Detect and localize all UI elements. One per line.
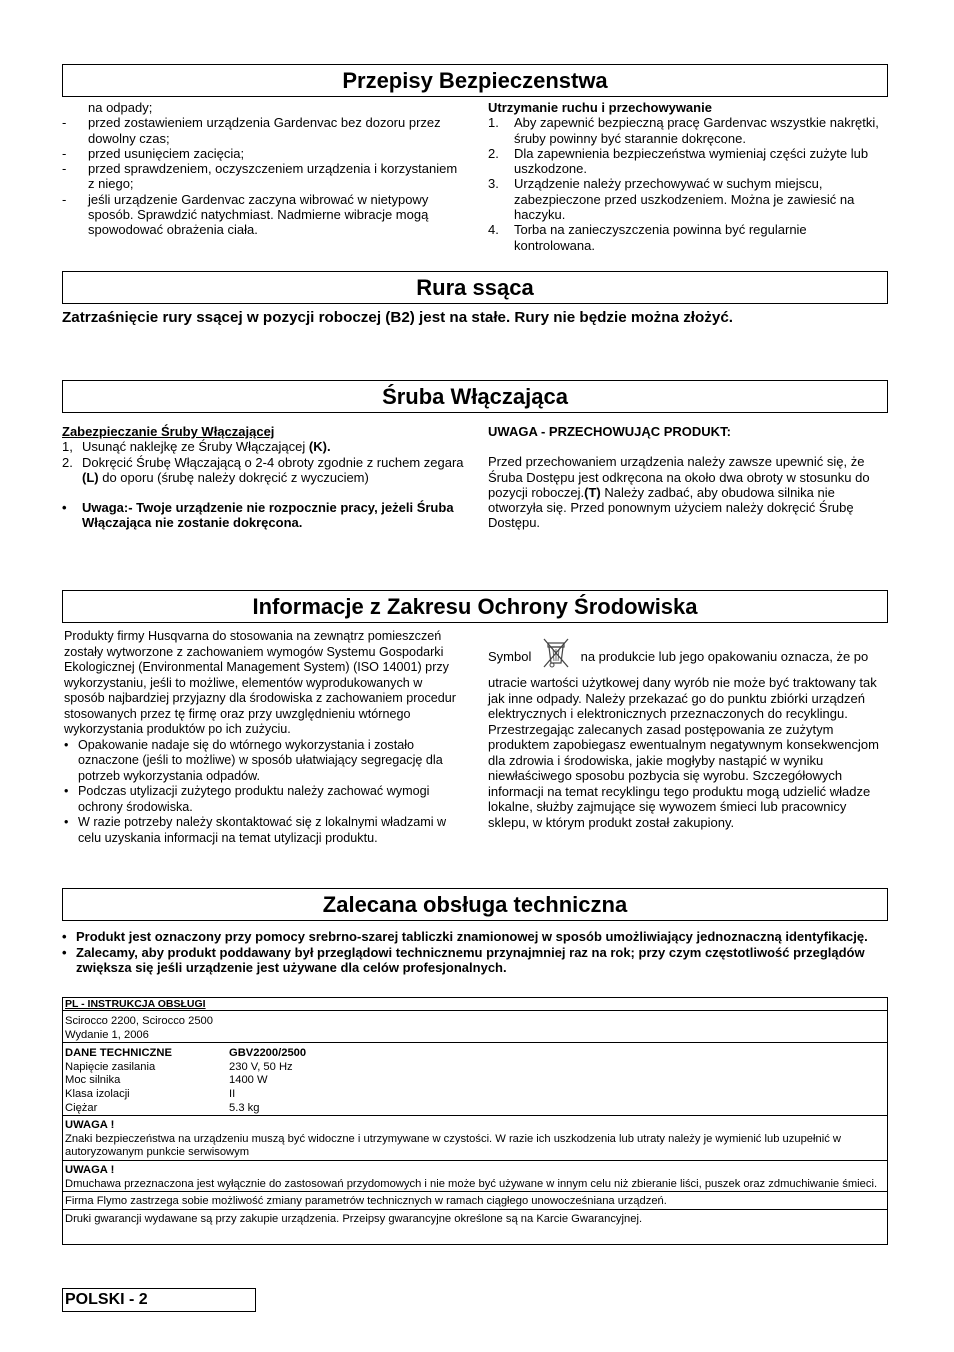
spec-row: Napięcie zasilania 230 V, 50 Hz: [65, 1060, 293, 1073]
env-bullet-list: [64, 738, 464, 847]
safety-dash-list: [62, 115, 467, 237]
list-item: • Opakowanie nadaje się do wtórnego wykorzystania i zostało oznaczone (jeśli to możliwe) w sposób ułatwiający segregację dla potrzeb wykorzystania odpadów.: [64, 737, 443, 783]
spec-warning-1-label: UWAGA !: [63, 1115, 887, 1133]
page-footer-label: POLSKI - 2: [62, 1288, 256, 1312]
list-item: • W razie potrzeby należy skontaktować się z lokalnymi władzami w celu uzyskania informacji na temat utylizacji produktu.: [64, 815, 447, 845]
spec-row: Ciężar 5.3 kg: [65, 1101, 260, 1114]
maintenance-heading: Utrzymanie ruchu i przechowywanie: [488, 100, 712, 115]
spec-table-title: PL - INSTRUKCJA OBSŁUGI: [65, 998, 206, 1010]
screw-left-heading: Zabezpieczanie Śruby Włączającej: [62, 424, 275, 439]
list-item: • Produkt jest oznaczony przy pomocy srebrno-szarej tabliczki znamionowej w sposób umożliwiający jednoznaczną identyfikację.: [62, 929, 868, 944]
spec-warning-2-label: UWAGA !: [63, 1160, 887, 1178]
section-title-environment: Informacje z Zakresu Ochrony Środowiska: [62, 590, 888, 623]
spec-warning-1-text: Znaki bezpieczeństwa na urządzeniu muszą być widoczne i utrzymywane w czystości. W razie ich uszkodzenia lub utraty należy je wymienić lub uzupełnić w autoryzowanym punkcie serwisowym: [65, 1132, 842, 1159]
safety-left-column: [62, 100, 467, 238]
list-item: - przed sprawdzeniem, oczyszczeniem urządzenia i korzystaniem z niego;: [62, 161, 458, 192]
screw-step-1: 1, Usunąć naklejkę ze Śruby Włączającej (K).: [62, 439, 331, 455]
crossed-out-wheelie-bin-icon: [539, 645, 573, 675]
env-symbol-word: Symbol: [488, 649, 532, 664]
screw-left-column: [62, 424, 467, 531]
safety-right-column: [488, 100, 886, 253]
safety-lead: na odpady;: [88, 100, 153, 115]
list-item: - przed zostawieniem urządzenia Gardenvac bez dozoru przez dowolny czas;: [62, 115, 441, 146]
spec-note-2: Druki gwarancji wydawane są przy zakupie urządzenia. Przeipsy gwarancyjne określone są na Karcie Gwarancyjnej.: [63, 1209, 887, 1227]
env-left-column: [64, 629, 464, 846]
section-title-service: Zalecana obsługa techniczna: [62, 888, 888, 921]
screw-warning: [62, 500, 467, 531]
section-title-safety: Przepisy Bezpieczenstwa: [62, 64, 888, 97]
list-item: 3. Urządzenie należy przechowywać w suchym miejscu, zabezpieczone przed uszkodzeniem. Można je zawiesić na haczyku.: [488, 176, 855, 223]
tube-text: Zatrzaśnięcie rury ssącej w pozycji roboczej (B2) jest na stałe. Rury nie będzie można złożyć.: [62, 309, 734, 326]
list-item: 1. Aby zapewnić bezpieczną pracę Gardenvac wszystkie nakrętki, śruby powinny być starannie dokręcone.: [488, 115, 879, 146]
list-item: 4. Torba na zanieczyszczenia powinna być regularnie kontrolowana.: [488, 222, 807, 253]
list-item: - przed usunięciem zacięcia;: [62, 145, 245, 161]
list-item: • Podczas utylizacji zużytego produktu należy zachować wymogi ochrony środowiska.: [64, 784, 430, 814]
env-right-text: na produkcie lub jego opakowaniu oznacza, że po utracie wartości użytkowej dany wyrób nie może być traktowany tak jak inne odpady. Należy przekazać go do punktu zbiórki urządzeń elektrycznych i elektronicznych przeznaczonych do recyklingu. Przestrzegając zalecanych zasad postępowania ze zużytym produktem zapobiegasz ewentualnym negatywnym konsekwencjom dla zdrowia i środowiska, jakie mogłyby nastąpić w wyniku niewłaściwego sposobu pozbycia się wyrobu. Szczegółowych informacji na temat recyklingu tego produktu mogą udzielić władze lokalne, służby zajmujące się wywozem śmieci lub pracownicy sklepu, w którym produkt został zakupiony.: [488, 649, 879, 830]
spec-models: Scirocco 2200, Scirocco 2500: [63, 1010, 887, 1029]
screw-right-text: Przed przechowaniem urządzenia należy zawsze upewnić się, że Śruba Dostępu jest odkręcona na około dwa obroty w stosunku do pozycji roboczej.(T) Należy zadbać, aby obudowa silnika nie otworzyła się. Przed ponownym użyciem należy dokręcić Śrubę Dostępu.: [488, 454, 870, 531]
spec-row: Moc silnika 1400 W: [65, 1074, 268, 1087]
spec-warning-2-text: Dmuchawa przeznaczona jest wyłącznie do zastosowań przydomowych i nie może być używane w innym celu niż zbieranie liści, puszek oraz zdmuchiwanie śmieci.: [65, 1177, 878, 1190]
list-item: - jeśli urządzenie Gardenvac zaczyna wibrować w nietypowy sposób. Sprawdzić natychmiast. Nadmierne wibracje mogą spowodować obrażenia ciała.: [62, 191, 429, 238]
screw-right-heading: UWAGA - PRZECHOWUJĄC PRODUKT:: [488, 424, 731, 439]
spec-row: Klasa izolacji II: [65, 1087, 236, 1100]
env-intro: Produkty firmy Husqvarna do stosowania na zewnątrz pomieszczeń zostały wytworzone z zachowaniem wymogów Systemu Gospodarki Ekologicznej (Environmental Management System) (ISO 14001) przy wykorzystaniu, jeśli to możliwe, elementów wyprodukowanych w sposób najbardziej przyjazny dla środowiska z zachowaniem procedur stosowanych przez tę firmę oraz przy uwzględnieniu wtórnego wykorzystania produktów po ich zużyciu.: [64, 629, 457, 736]
list-item: • Uwaga:- Twoje urządzenie nie rozpocznie pracy, jeżeli Śruba Włączająca nie zostanie dokręcona.: [62, 500, 454, 531]
screw-right-column: [488, 424, 886, 531]
service-bullets: [62, 929, 888, 976]
spec-note-1: Firma Flymo zastrzega sobie możliwość zmiany parametrów technicznych w ramach ciągłego unowocześniana urządzeń.: [63, 1191, 887, 1209]
spec-table: [62, 997, 888, 1245]
list-item: • Zalecamy, aby produkt poddawany był przeglądowi technicznemu przynajmniej raz na rok; przy czym częstotliwość przeglądów zwiększa się jeśli urządzenie jest używane dla celów profesjonalnych.: [62, 944, 865, 975]
service-bullet-list: [62, 929, 888, 976]
env-right-column: [488, 645, 888, 830]
spec-tech-header: DANE TECHNICZNE GBV2200/2500: [63, 1042, 887, 1061]
maintenance-list: [488, 115, 886, 253]
section-title-screw: Śruba Włączająca: [62, 380, 888, 413]
spec-edition: Wydanie 1, 2006: [65, 1028, 149, 1041]
section-title-tube: Rura ssąca: [62, 271, 888, 304]
screw-step-2: 2. Dokręcić Śrubę Włączającą o 2-4 obroty zgodnie z ruchem zegara (L) do oporu (śrubę należy dokręcić z wyczuciem): [62, 454, 464, 485]
list-item: 2. Dla zapewnienia bezpieczeństwa wymieniaj części zużyte lub uszkodzone.: [488, 145, 869, 177]
